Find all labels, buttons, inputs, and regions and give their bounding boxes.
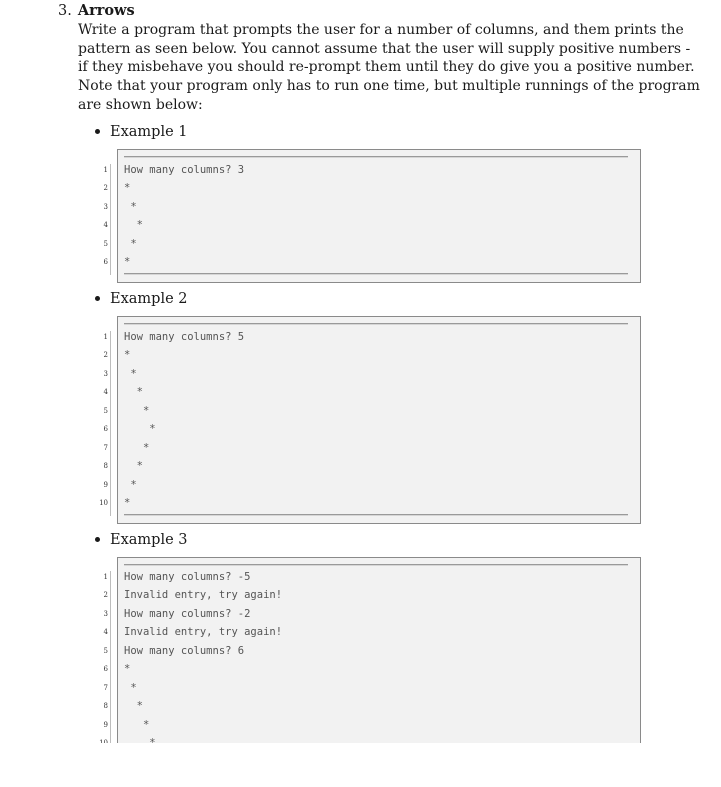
line-number-gutter xyxy=(110,331,111,516)
description-line: if they misbehave you should re-prompt them until they do give you a positive number. xyxy=(78,59,695,76)
description-line: Write a program that prompts the user for a number of columns, and them prints the xyxy=(78,22,684,38)
line-number: 3 xyxy=(103,609,108,618)
description-line: are shown below: xyxy=(78,96,203,113)
code-line: * xyxy=(124,256,131,269)
listing-bottom-rule xyxy=(124,273,628,275)
code-line: How many columns? 5 xyxy=(124,331,245,343)
example-2-bullet xyxy=(95,291,188,307)
bullet-icon xyxy=(95,129,100,134)
line-number: 5 xyxy=(103,646,108,655)
line-number: 2 xyxy=(103,351,108,360)
code-line: * xyxy=(124,441,150,454)
line-number: 9 xyxy=(103,480,108,489)
listing-bottom-rule xyxy=(124,514,628,516)
code-line: How many columns? -5 xyxy=(124,571,251,583)
line-number: 5 xyxy=(103,239,108,248)
code-line: * xyxy=(124,497,131,510)
line-number: 6 xyxy=(103,665,108,674)
line-number: 1 xyxy=(103,333,108,341)
code-line: Invalid entry, try again! xyxy=(124,626,283,639)
code-line: * xyxy=(124,718,150,731)
problem-title: Arrows xyxy=(77,2,135,19)
line-number: 1 xyxy=(103,166,108,174)
line-number: 4 xyxy=(103,628,108,637)
description-line: pattern as seen below. You cannot assume that the user will supply positive numbers - xyxy=(78,40,691,57)
code-line: * xyxy=(124,423,156,436)
line-number: 8 xyxy=(103,462,108,471)
line-number: 4 xyxy=(103,388,108,397)
line-number: 10 xyxy=(99,499,108,508)
line-number: 6 xyxy=(103,258,108,267)
page-cutoff xyxy=(0,743,721,787)
code-line: * xyxy=(124,237,137,250)
code-line: * xyxy=(124,349,131,362)
code-line: * xyxy=(124,681,137,694)
code-line: * xyxy=(124,700,143,713)
line-number: 1 xyxy=(103,573,108,581)
code-line: * xyxy=(124,367,137,380)
code-line: * xyxy=(124,200,137,213)
line-number: 4 xyxy=(103,221,108,230)
example-1-bullet xyxy=(95,124,188,140)
code-line: * xyxy=(124,182,131,195)
code-line: * xyxy=(124,663,131,676)
line-number: 2 xyxy=(103,184,108,193)
problem-description xyxy=(78,21,700,115)
line-number: 3 xyxy=(103,369,108,378)
example-2-label: Example 2 xyxy=(110,291,188,307)
line-number: 5 xyxy=(103,406,108,415)
example-2-code-listing xyxy=(117,316,641,524)
line-number: 3 xyxy=(103,202,108,211)
bullet-icon xyxy=(95,537,100,542)
problem-number: 3. xyxy=(58,3,72,19)
example-3-bullet xyxy=(95,532,188,548)
line-number: 8 xyxy=(103,702,108,711)
problem-heading xyxy=(58,2,135,19)
line-number: 7 xyxy=(103,443,108,452)
example-3-label: Example 3 xyxy=(110,532,188,548)
code-line: * xyxy=(124,219,143,232)
bullet-icon xyxy=(95,296,100,301)
code-line: How many columns? -2 xyxy=(124,607,251,620)
line-number-gutter xyxy=(110,164,111,275)
example-1-label: Example 1 xyxy=(110,124,188,140)
line-number: 2 xyxy=(103,591,108,600)
code-line: How many columns? 6 xyxy=(124,644,245,657)
code-line: Invalid entry, try again! xyxy=(124,589,283,602)
listing-top-rule xyxy=(124,323,628,325)
listing-top-rule xyxy=(124,156,628,158)
code-line: * xyxy=(124,478,137,491)
line-number: 9 xyxy=(103,720,108,729)
code-line: How many columns? 3 xyxy=(124,164,245,176)
code-line: * xyxy=(124,404,150,417)
code-line: * xyxy=(124,460,143,473)
line-number: 7 xyxy=(103,683,108,692)
line-number: 6 xyxy=(103,425,108,434)
line-number-gutter xyxy=(110,571,111,756)
code-line: * xyxy=(124,386,143,399)
listing-top-rule xyxy=(124,564,628,566)
description-line: Note that your program only has to run one time, but multiple runnings of the program xyxy=(78,78,700,95)
